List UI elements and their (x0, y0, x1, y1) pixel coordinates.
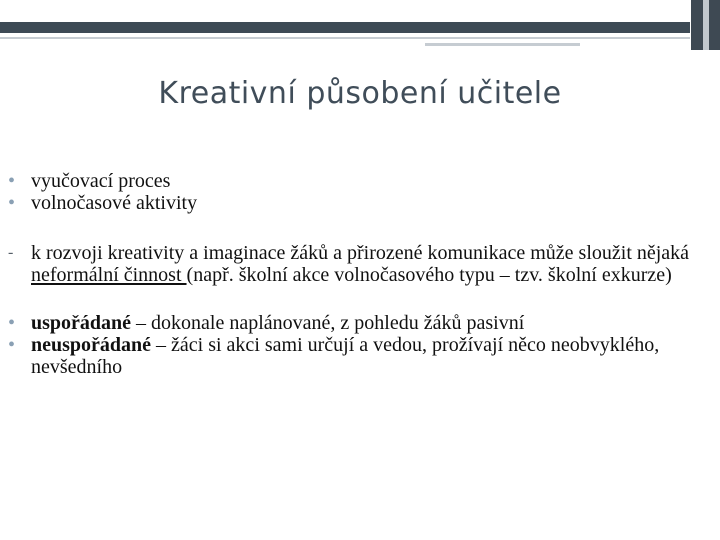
slide-title: Kreativní působení učitele (158, 76, 562, 111)
list-item-text: volnočasové aktivity (31, 192, 198, 214)
header-band (0, 0, 720, 22)
dash-marker: - (8, 244, 14, 261)
list-item (8, 334, 708, 378)
bullet-icon: • (8, 334, 16, 356)
term-description: – dokonale naplánované, z pohledu žáků pasivní (131, 312, 525, 334)
spacer (8, 214, 708, 242)
header-bar (0, 22, 690, 33)
term-description: – žáci si akci sami určují a vedou, prožívají něco neobvyklého, nevšedního (31, 334, 660, 378)
term-bold: neuspořádané (31, 334, 152, 356)
bullet-icon: • (8, 170, 16, 192)
bullet-icon: • (8, 312, 16, 334)
spacer (8, 286, 708, 312)
list-item (8, 312, 708, 334)
dash-text-part1: k rozvoji kreativity a imaginace žáků a přirozené komunikace může sloužit nějaká (31, 242, 690, 264)
bullet-icon: • (8, 192, 16, 214)
accent-line (0, 37, 690, 39)
term-bold: uspořádané (31, 312, 132, 334)
list-item (8, 170, 708, 192)
header-corner-stripe (703, 0, 709, 50)
underlined-phrase: neformální činnost (31, 264, 187, 286)
list-item-text: vyučovací proces (31, 170, 171, 192)
slide-content (8, 170, 708, 378)
list-item (8, 192, 708, 214)
dash-item (8, 242, 708, 286)
dash-item-text (31, 242, 708, 286)
accent-line-short (425, 43, 580, 46)
dash-text-part2: (např. školní akce volnočasového typu – tzv. školní exkurze) (186, 264, 672, 286)
list-item-text (31, 312, 708, 334)
list-item-text (31, 334, 708, 378)
